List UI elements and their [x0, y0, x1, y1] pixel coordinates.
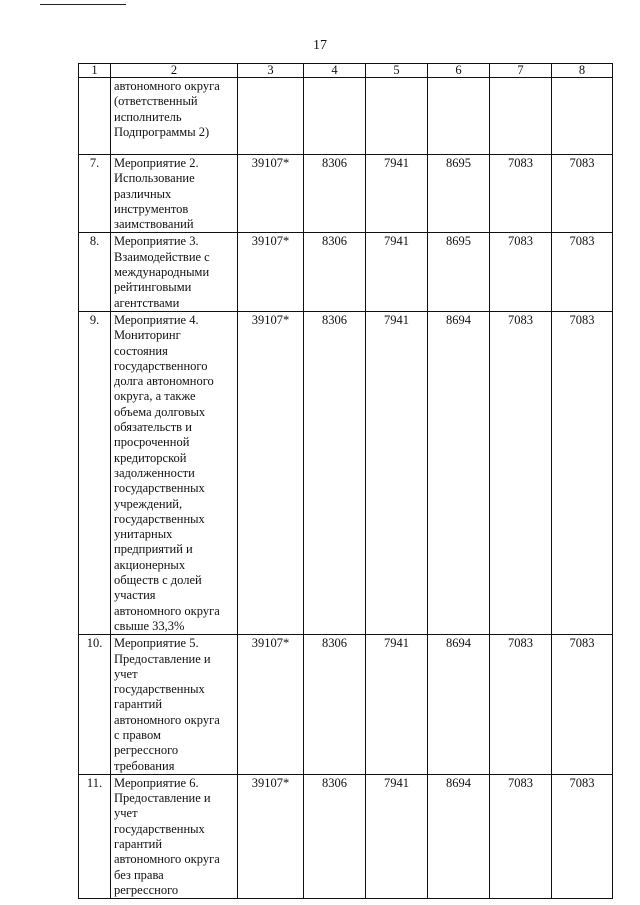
description-line: Предоставление и [114, 791, 211, 806]
description-line: просроченной [114, 435, 190, 450]
description-line: государственных [114, 821, 205, 836]
description-line: государственных [114, 682, 205, 697]
column-header: 2 [111, 64, 238, 78]
value-cell: 7083 [490, 774, 552, 898]
description-line: рейтинговыми [114, 280, 192, 295]
top-rule [40, 4, 126, 5]
value-cell [552, 78, 613, 155]
row-index: 8. [79, 233, 111, 311]
value-cell: 39107* [238, 155, 304, 233]
value-cell: 7083 [552, 311, 613, 634]
description-line: автономного округа [114, 603, 220, 618]
value-cell: 7083 [552, 233, 613, 311]
value-cell: 7941 [366, 233, 428, 311]
description-line: регрессного [114, 882, 179, 897]
description-line: государственных [114, 511, 205, 526]
row-description [111, 155, 238, 233]
value-cell: 7083 [490, 311, 552, 634]
table-row [79, 311, 613, 634]
description-line: учреждений, [114, 496, 183, 511]
description-line: Взаимодействие с [114, 249, 210, 264]
description-line: инструментов [114, 201, 189, 216]
description-line: округа, а также [114, 389, 196, 404]
value-cell: 39107* [238, 233, 304, 311]
description-line: агентствами [114, 295, 180, 310]
table-row [79, 78, 613, 155]
column-header: 3 [238, 64, 304, 78]
description-line: состояния [114, 343, 168, 358]
value-cell [238, 78, 304, 155]
value-cell: 8694 [428, 311, 490, 634]
column-header: 8 [552, 64, 613, 78]
description-line: регрессного [114, 743, 179, 758]
value-cell [304, 78, 366, 155]
description-line: задолженности [114, 465, 195, 480]
description-line: свыше 33,3% [114, 618, 185, 633]
page-number: 17 [313, 38, 327, 53]
description-line: Предоставление и [114, 651, 211, 666]
value-cell: 39107* [238, 635, 304, 775]
column-header: 4 [304, 64, 366, 78]
description-line: Подпрограммы 2) [114, 124, 210, 139]
description-line: автономного округа [114, 852, 220, 867]
value-cell: 7083 [552, 774, 613, 898]
table-row [79, 635, 613, 775]
description-line: учет [114, 666, 138, 681]
row-index: 11. [79, 774, 111, 898]
column-header: 5 [366, 64, 428, 78]
value-cell [490, 78, 552, 155]
description-line: учет [114, 806, 138, 821]
description-line: унитарных [114, 527, 173, 542]
description-line: Использование [114, 171, 195, 186]
value-cell: 8306 [304, 155, 366, 233]
description-line: требования [114, 758, 175, 773]
value-cell: 7083 [552, 155, 613, 233]
description-line: акционерных [114, 557, 186, 572]
description-line: обязательств и [114, 420, 192, 435]
description-line: объема долговых [114, 404, 206, 419]
description-line: Мероприятие 2. [114, 156, 199, 170]
row-index: 9. [79, 311, 111, 634]
value-cell: 7941 [366, 155, 428, 233]
table-header-row [79, 64, 613, 78]
value-cell: 39107* [238, 774, 304, 898]
value-cell: 7083 [552, 635, 613, 775]
value-cell: 7083 [490, 635, 552, 775]
column-header: 1 [79, 64, 111, 78]
description-line: автономного округа [114, 712, 220, 727]
value-cell: 8694 [428, 635, 490, 775]
description-line: автономного округа [114, 79, 220, 93]
row-index: 10. [79, 635, 111, 775]
description-line: государственных [114, 481, 205, 496]
value-cell: 8695 [428, 233, 490, 311]
description-line: Мероприятие 5. [114, 636, 199, 651]
value-cell: 39107* [238, 311, 304, 634]
value-cell: 8306 [304, 233, 366, 311]
description-line: Мониторинг [114, 328, 181, 343]
value-cell [366, 78, 428, 155]
description-line: без права [114, 867, 164, 882]
value-cell [428, 78, 490, 155]
description-line: гарантий [114, 697, 163, 712]
row-description [111, 311, 238, 634]
column-header: 7 [490, 64, 552, 78]
row-description [111, 774, 238, 898]
value-cell: 8695 [428, 155, 490, 233]
table-row [79, 233, 613, 311]
value-cell: 7941 [366, 774, 428, 898]
description-line: предприятий и [114, 542, 193, 557]
description-line: (ответственный [114, 94, 198, 109]
description-line: кредиторской [114, 450, 187, 465]
value-cell: 7941 [366, 635, 428, 775]
budget-table [78, 63, 613, 899]
table-row [79, 155, 613, 233]
value-cell: 8306 [304, 774, 366, 898]
description-line: Мероприятие 3. [114, 234, 199, 249]
description-line: исполнитель [114, 109, 182, 124]
row-description [111, 635, 238, 775]
description-line: международными [114, 265, 210, 280]
row-index: 7. [79, 155, 111, 233]
description-line: Мероприятие 4. [114, 312, 199, 327]
row-index [79, 78, 111, 155]
value-cell: 8306 [304, 311, 366, 634]
row-description [111, 233, 238, 311]
description-line: обществ с долей [114, 573, 202, 588]
description-line: с правом [114, 727, 161, 742]
description-line: долга автономного [114, 374, 214, 389]
value-cell: 7083 [490, 155, 552, 233]
value-cell: 8694 [428, 774, 490, 898]
column-header: 6 [428, 64, 490, 78]
description-line: участия [114, 588, 156, 603]
value-cell: 7941 [366, 311, 428, 634]
value-cell: 8306 [304, 635, 366, 775]
description-line: различных [114, 186, 172, 201]
description-line: государственного [114, 358, 208, 373]
table-row [79, 774, 613, 898]
description-line: гарантий [114, 837, 163, 852]
description-line: заимствований [114, 217, 194, 232]
description-line: Мероприятие 6. [114, 775, 199, 790]
row-description [111, 78, 238, 155]
value-cell: 7083 [490, 233, 552, 311]
